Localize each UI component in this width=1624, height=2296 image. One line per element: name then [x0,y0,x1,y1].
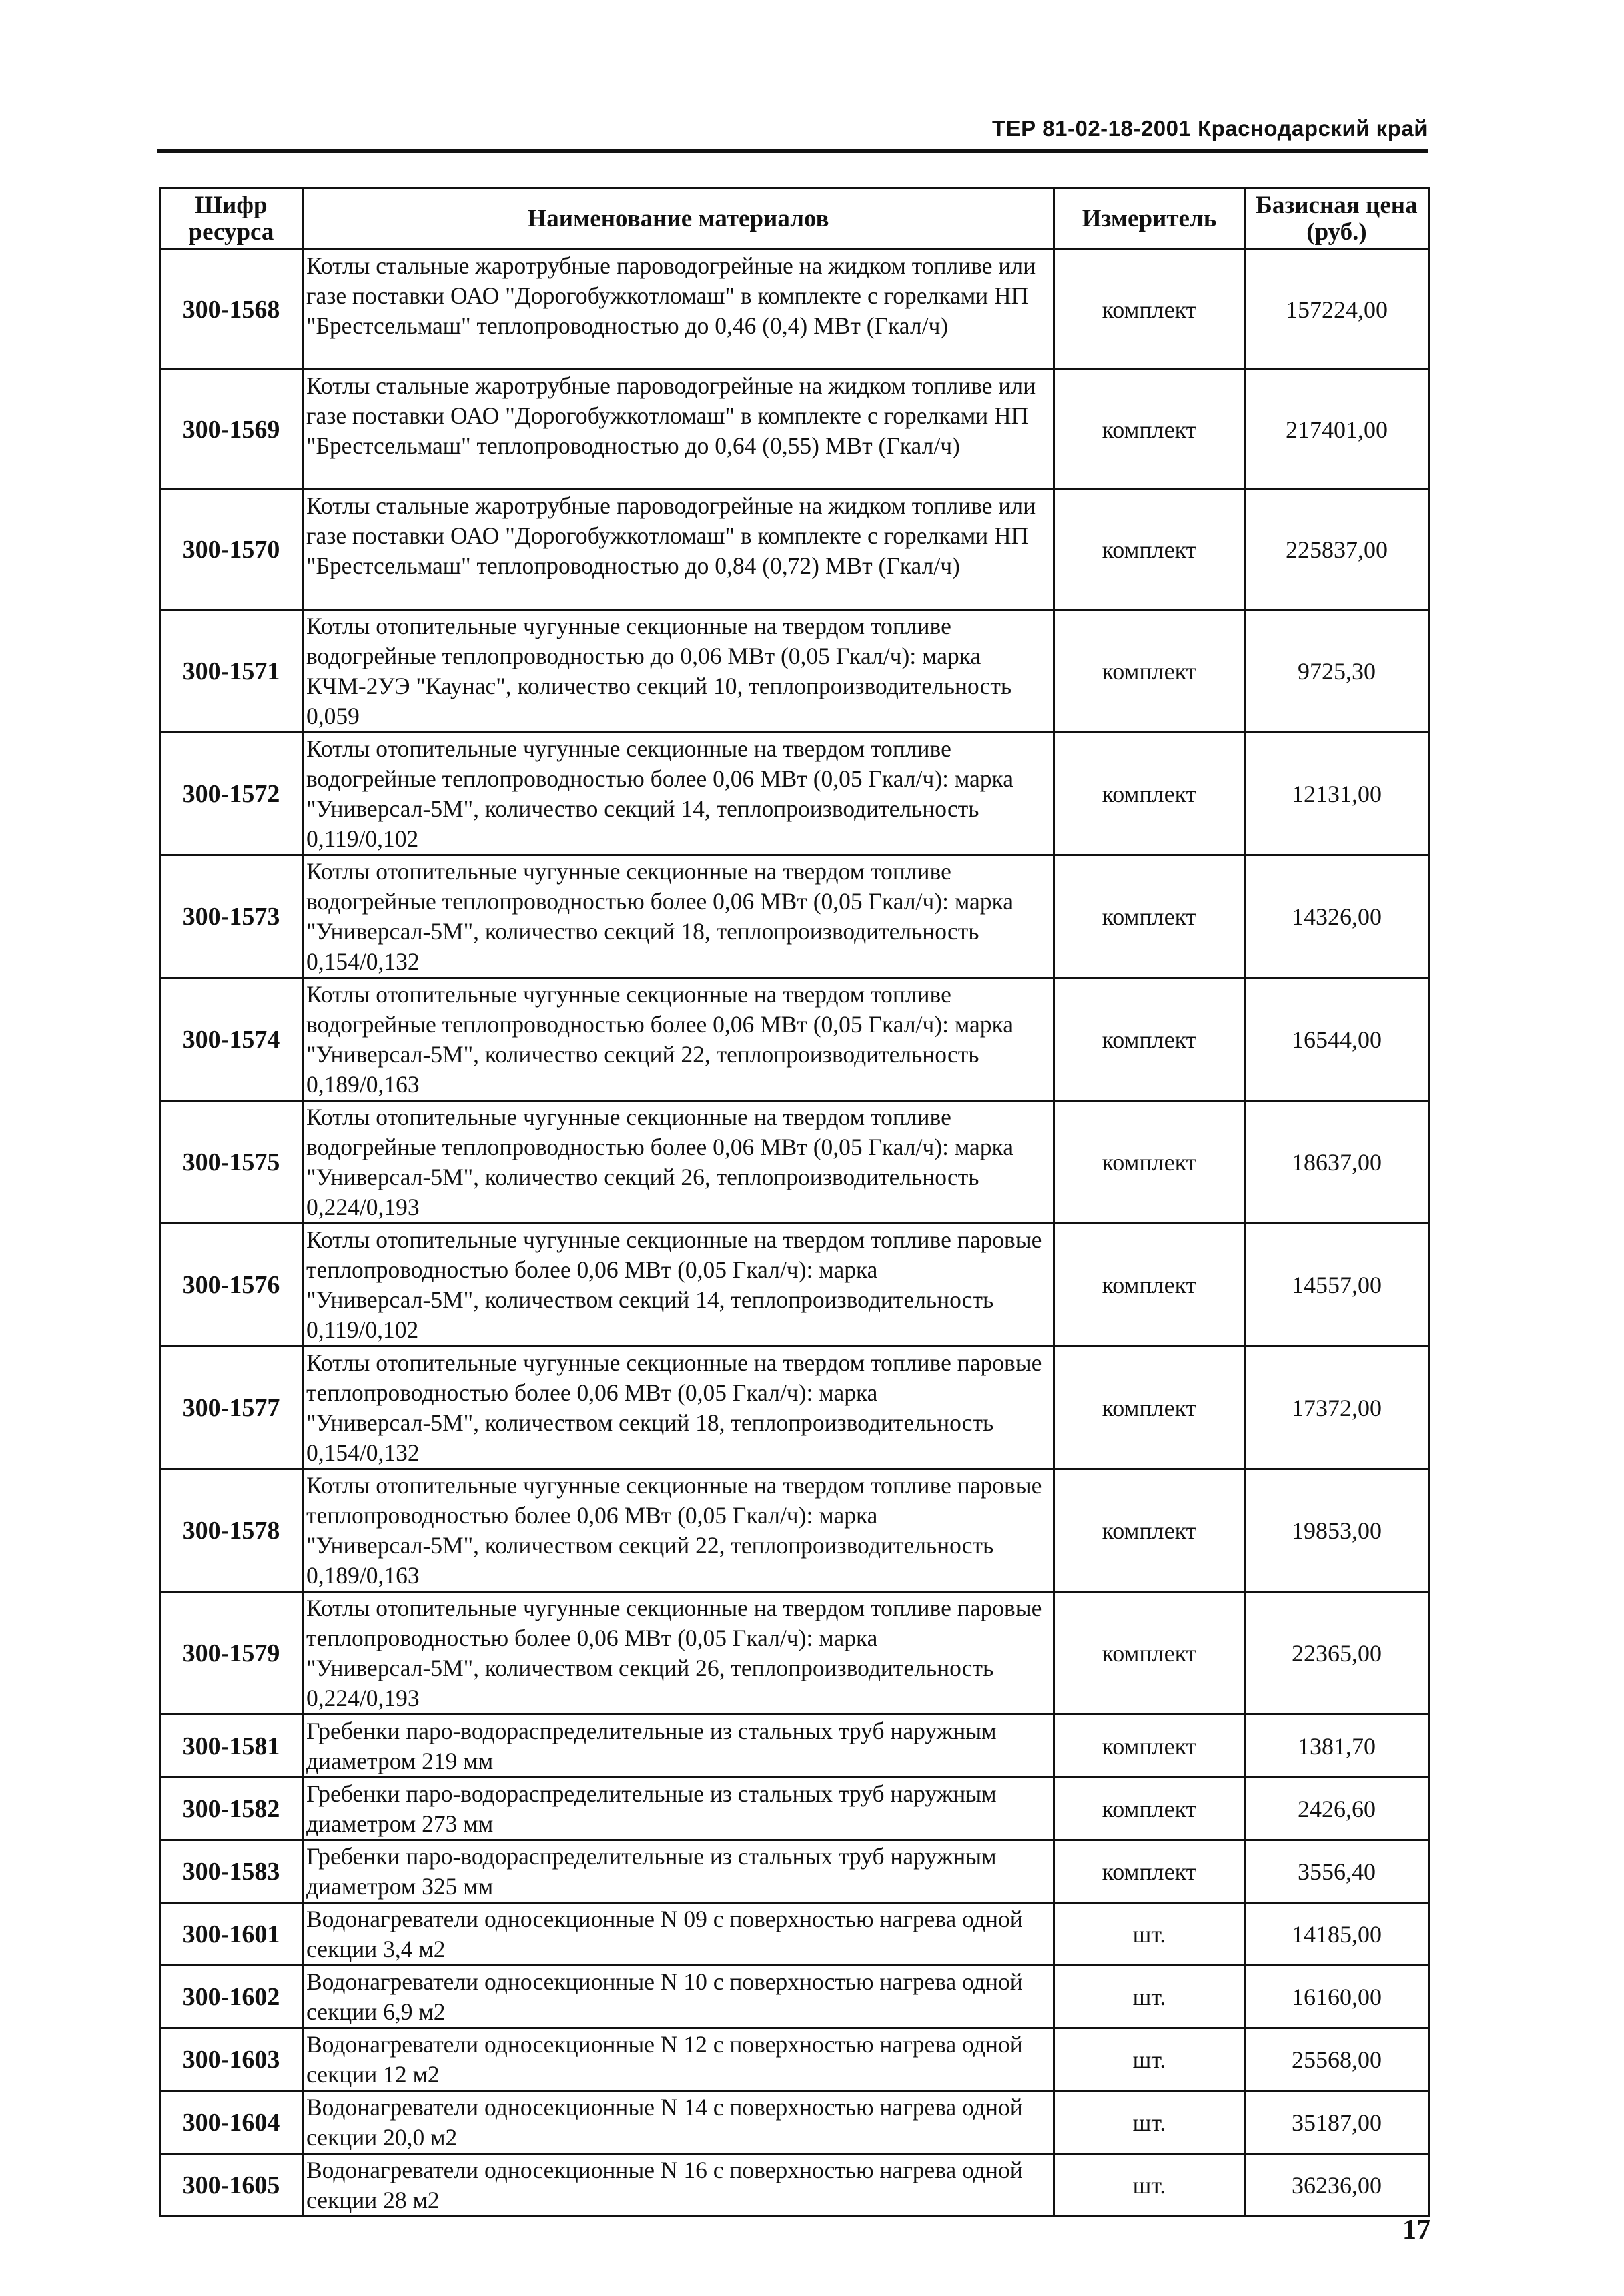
row-code: 300-1604 [160,2091,303,2154]
table-row [160,1224,1429,1347]
page-number: 17 [1402,2215,1431,2245]
table-row [160,1840,1429,1903]
table-row [160,490,1429,610]
row-code: 300-1573 [160,855,303,978]
row-unit: комплект [1054,978,1245,1101]
row-price: 14326,00 [1245,855,1429,978]
row-unit: комплект [1054,1715,1245,1778]
row-name: Водонагреватели односекционные N 14 с поверхностью нагрева одной секции 20,0 м2 [303,2091,1054,2154]
column-header-name: Наименование материалов [303,188,1054,250]
row-unit: шт. [1054,1903,1245,1966]
row-code: 300-1603 [160,2028,303,2091]
document-title: ТЕР 81-02-18-2001 Краснодарский край [991,116,1428,141]
row-code: 300-1574 [160,978,303,1101]
table-row [160,1592,1429,1715]
table-row [160,1715,1429,1778]
row-price: 14185,00 [1245,1903,1429,1966]
row-price: 17372,00 [1245,1347,1429,1469]
row-price: 3556,40 [1245,1840,1429,1903]
table-row [160,1469,1429,1592]
row-price: 14557,00 [1245,1224,1429,1347]
table-row [160,1966,1429,2028]
row-code: 300-1576 [160,1224,303,1347]
table-row [160,978,1429,1101]
row-unit: комплект [1054,610,1245,733]
table-row [160,250,1429,370]
column-header-unit: Измеритель [1054,188,1245,250]
row-code: 300-1601 [160,1903,303,1966]
row-price: 2426,60 [1245,1778,1429,1840]
row-name: Котлы стальные жаротрубные пароводогрейные на жидком топливе или газе поставки ОАО "Дорогобужкотломаш" в комплекте с горелками НП "Брестсельмаш" теплопроводностью до 0,64 (0,55) МВт (Гкал/ч) [303,370,1054,490]
row-unit: комплект [1054,370,1245,490]
row-unit: комплект [1054,1592,1245,1715]
row-name: Гребенки паро-водораспределительные из стальных труб наружным диаметром 273 мм [303,1778,1054,1840]
materials-table [159,187,1430,2217]
row-unit: комплект [1054,1469,1245,1592]
row-name: Водонагреватели односекционные N 16 с поверхностью нагрева одной секции 28 м2 [303,2154,1054,2217]
table-row [160,610,1429,733]
row-unit: комплект [1054,250,1245,370]
row-name: Котлы отопительные чугунные секционные на твердом топливе водогрейные теплопроводностью более 0,06 МВт (0,05 Гкал/ч): марка "Универсал-5М", количество секций 22, теплопроизводительность 0,189/0,163 [303,978,1054,1101]
row-code: 300-1577 [160,1347,303,1469]
row-name: Котлы отопительные чугунные секционные на твердом топливе водогрейные теплопроводностью более 0,06 МВт (0,05 Гкал/ч): марка "Универсал-5М", количество секций 14, теплопроизводительность 0,119/0,102 [303,733,1054,855]
row-name: Котлы стальные жаротрубные пароводогрейные на жидком топливе или газе поставки ОАО "Дорогобужкотломаш" в комплекте с горелками НП "Брестсельмаш" теплопроводностью до 0,46 (0,4) МВт (Гкал/ч) [303,250,1054,370]
row-price: 225837,00 [1245,490,1429,610]
row-code: 300-1575 [160,1101,303,1224]
row-price: 1381,70 [1245,1715,1429,1778]
row-name: Котлы отопительные чугунные секционные на твердом топливе водогрейные теплопроводностью более 0,06 МВт (0,05 Гкал/ч): марка "Универсал-5М", количество секций 18, теплопроизводительность 0,154/0,132 [303,855,1054,978]
row-unit: шт. [1054,1966,1245,2028]
row-price: 217401,00 [1245,370,1429,490]
table-row [160,370,1429,490]
row-code: 300-1569 [160,370,303,490]
row-unit: комплект [1054,1224,1245,1347]
table-row [160,1903,1429,1966]
row-code: 300-1582 [160,1778,303,1840]
row-unit: шт. [1054,2091,1245,2154]
column-header-code: Шифр ресурса [160,188,303,250]
row-unit: комплект [1054,855,1245,978]
row-price: 9725,30 [1245,610,1429,733]
row-unit: комплект [1054,1347,1245,1469]
row-code: 300-1572 [160,733,303,855]
row-code: 300-1570 [160,490,303,610]
row-name: Котлы отопительные чугунные секционные на твердом топливе паровые теплопроводностью более 0,06 МВт (0,05 Гкал/ч): марка "Универсал-5М", количеством секций 26, теплопроизводительность 0,224/0,193 [303,1592,1054,1715]
row-name: Гребенки паро-водораспределительные из стальных труб наружным диаметром 219 мм [303,1715,1054,1778]
row-code: 300-1602 [160,1966,303,2028]
table-row [160,2028,1429,2091]
table-row [160,1778,1429,1840]
row-name: Водонагреватели односекционные N 09 с поверхностью нагрева одной секции 3,4 м2 [303,1903,1054,1966]
row-price: 25568,00 [1245,2028,1429,2091]
table-row [160,855,1429,978]
row-price: 16160,00 [1245,1966,1429,2028]
row-price: 18637,00 [1245,1101,1429,1224]
row-price: 16544,00 [1245,978,1429,1101]
table-row [160,733,1429,855]
table-row [160,2091,1429,2154]
row-unit: комплект [1054,733,1245,855]
column-header-price: Базисная цена (руб.) [1245,188,1429,250]
row-name: Котлы отопительные чугунные секционные на твердом топливе паровые теплопроводностью более 0,06 МВт (0,05 Гкал/ч): марка "Универсал-5М", количеством секций 18, теплопроизводительность 0,154/0,132 [303,1347,1054,1469]
table-row [160,1347,1429,1469]
row-name: Котлы отопительные чугунные секционные на твердом топливе паровые теплопроводностью более 0,06 МВт (0,05 Гкал/ч): марка "Универсал-5М", количеством секций 14, теплопроизводительность 0,119/0,102 [303,1224,1054,1347]
row-price: 157224,00 [1245,250,1429,370]
row-unit: шт. [1054,2028,1245,2091]
table-row [160,2154,1429,2217]
row-name: Гребенки паро-водораспределительные из стальных труб наружным диаметром 325 мм [303,1840,1054,1903]
row-unit: комплект [1054,1840,1245,1903]
row-code: 300-1583 [160,1840,303,1903]
table-row [160,1101,1429,1224]
row-code: 300-1571 [160,610,303,733]
row-unit: шт. [1054,2154,1245,2217]
row-name: Котлы отопительные чугунные секционные на твердом топливе паровые теплопроводностью более 0,06 МВт (0,05 Гкал/ч): марка "Универсал-5М", количеством секций 22, теплопроизводительность 0,189/0,163 [303,1469,1054,1592]
row-price: 36236,00 [1245,2154,1429,2217]
row-unit: комплект [1054,490,1245,610]
row-name: Водонагреватели односекционные N 12 с поверхностью нагрева одной секции 12 м2 [303,2028,1054,2091]
row-code: 300-1578 [160,1469,303,1592]
row-unit: комплект [1054,1101,1245,1224]
row-name: Котлы отопительные чугунные секционные на твердом топливе водогрейные теплопроводностью до 0,06 МВт (0,05 Гкал/ч): марка КЧМ-2УЭ "Каунас", количество секций 10, теплопроизводительность 0,059 [303,610,1054,733]
row-price: 35187,00 [1245,2091,1429,2154]
row-name: Котлы отопительные чугунные секционные на твердом топливе водогрейные теплопроводностью более 0,06 МВт (0,05 Гкал/ч): марка "Универсал-5М", количество секций 26, теплопроизводительность 0,224/0,193 [303,1101,1054,1224]
row-unit: комплект [1054,1778,1245,1840]
page-header [157,113,1428,153]
row-code: 300-1579 [160,1592,303,1715]
table-header-row [160,188,1429,250]
row-price: 12131,00 [1245,733,1429,855]
row-code: 300-1605 [160,2154,303,2217]
row-price: 22365,00 [1245,1592,1429,1715]
row-name: Водонагреватели односекционные N 10 с поверхностью нагрева одной секции 6,9 м2 [303,1966,1054,2028]
row-name: Котлы стальные жаротрубные пароводогрейные на жидком топливе или газе поставки ОАО "Дорогобужкотломаш" в комплекте с горелками НП "Брестсельмаш" теплопроводностью до 0,84 (0,72) МВт (Гкал/ч) [303,490,1054,610]
table-body [160,250,1429,2217]
row-code: 300-1568 [160,250,303,370]
row-price: 19853,00 [1245,1469,1429,1592]
row-code: 300-1581 [160,1715,303,1778]
